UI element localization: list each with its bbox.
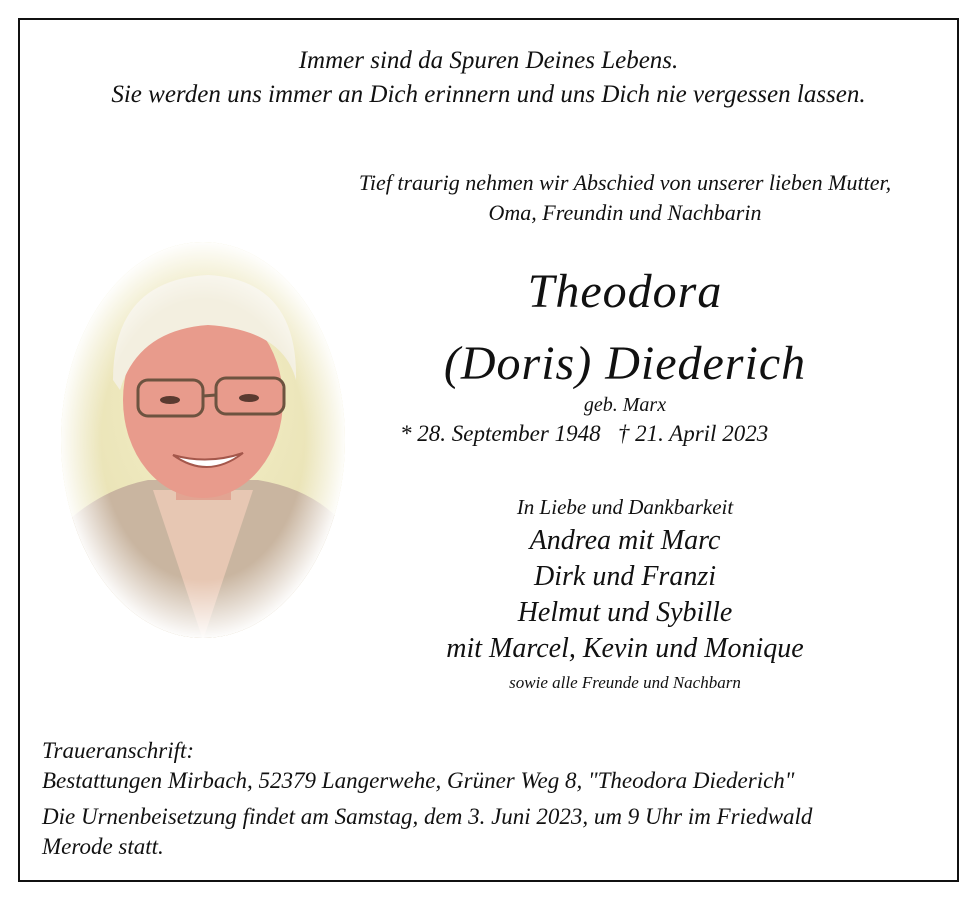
life-dates: * 28. September 1948 † 21. April 2023 — [400, 421, 769, 446]
intro-line-1: Tief traurig nehmen wir Abschied von unserer lieben Mutter, — [358, 170, 892, 195]
motto-line-1: Immer sind da Spuren Deines Lebens. — [298, 47, 679, 74]
address-line: Bestattungen Mirbach, 52379 Langerwehe, Grüner Weg 8, "Theodora Diederich" — [42, 768, 795, 793]
mourners-tail: sowie alle Freunde und Nachbarn — [509, 673, 741, 692]
deceased-first-name: Theodora — [527, 265, 723, 318]
portrait-photo — [58, 240, 348, 640]
burial-line-2: Merode statt. — [42, 834, 164, 859]
birth-name: geb. Marx — [583, 394, 667, 416]
mourner-name: Dirk und Franzi — [534, 561, 716, 592]
mourner-name: Andrea mit Marc — [529, 525, 721, 556]
mourner-name: Helmut und Sybille — [517, 597, 733, 628]
motto-line-2: Sie werden uns immer an Dich erinnern und uns Dich nie vergessen lassen. — [111, 81, 866, 108]
burial-line-1: Die Urnenbeisetzung findet am Samstag, dem 3. Juni 2023, um 9 Uhr im Friedwald — [42, 804, 813, 829]
mourners-lead: In Liebe und Dankbarkeit — [516, 495, 734, 519]
address-label: Traueranschrift: — [42, 738, 195, 763]
mourner-name: mit Marcel, Kevin und Monique — [446, 633, 804, 664]
intro-line-2: Oma, Freundin und Nachbarin — [488, 200, 762, 225]
deceased-name-line-2: (Doris) Diederich — [443, 337, 807, 390]
